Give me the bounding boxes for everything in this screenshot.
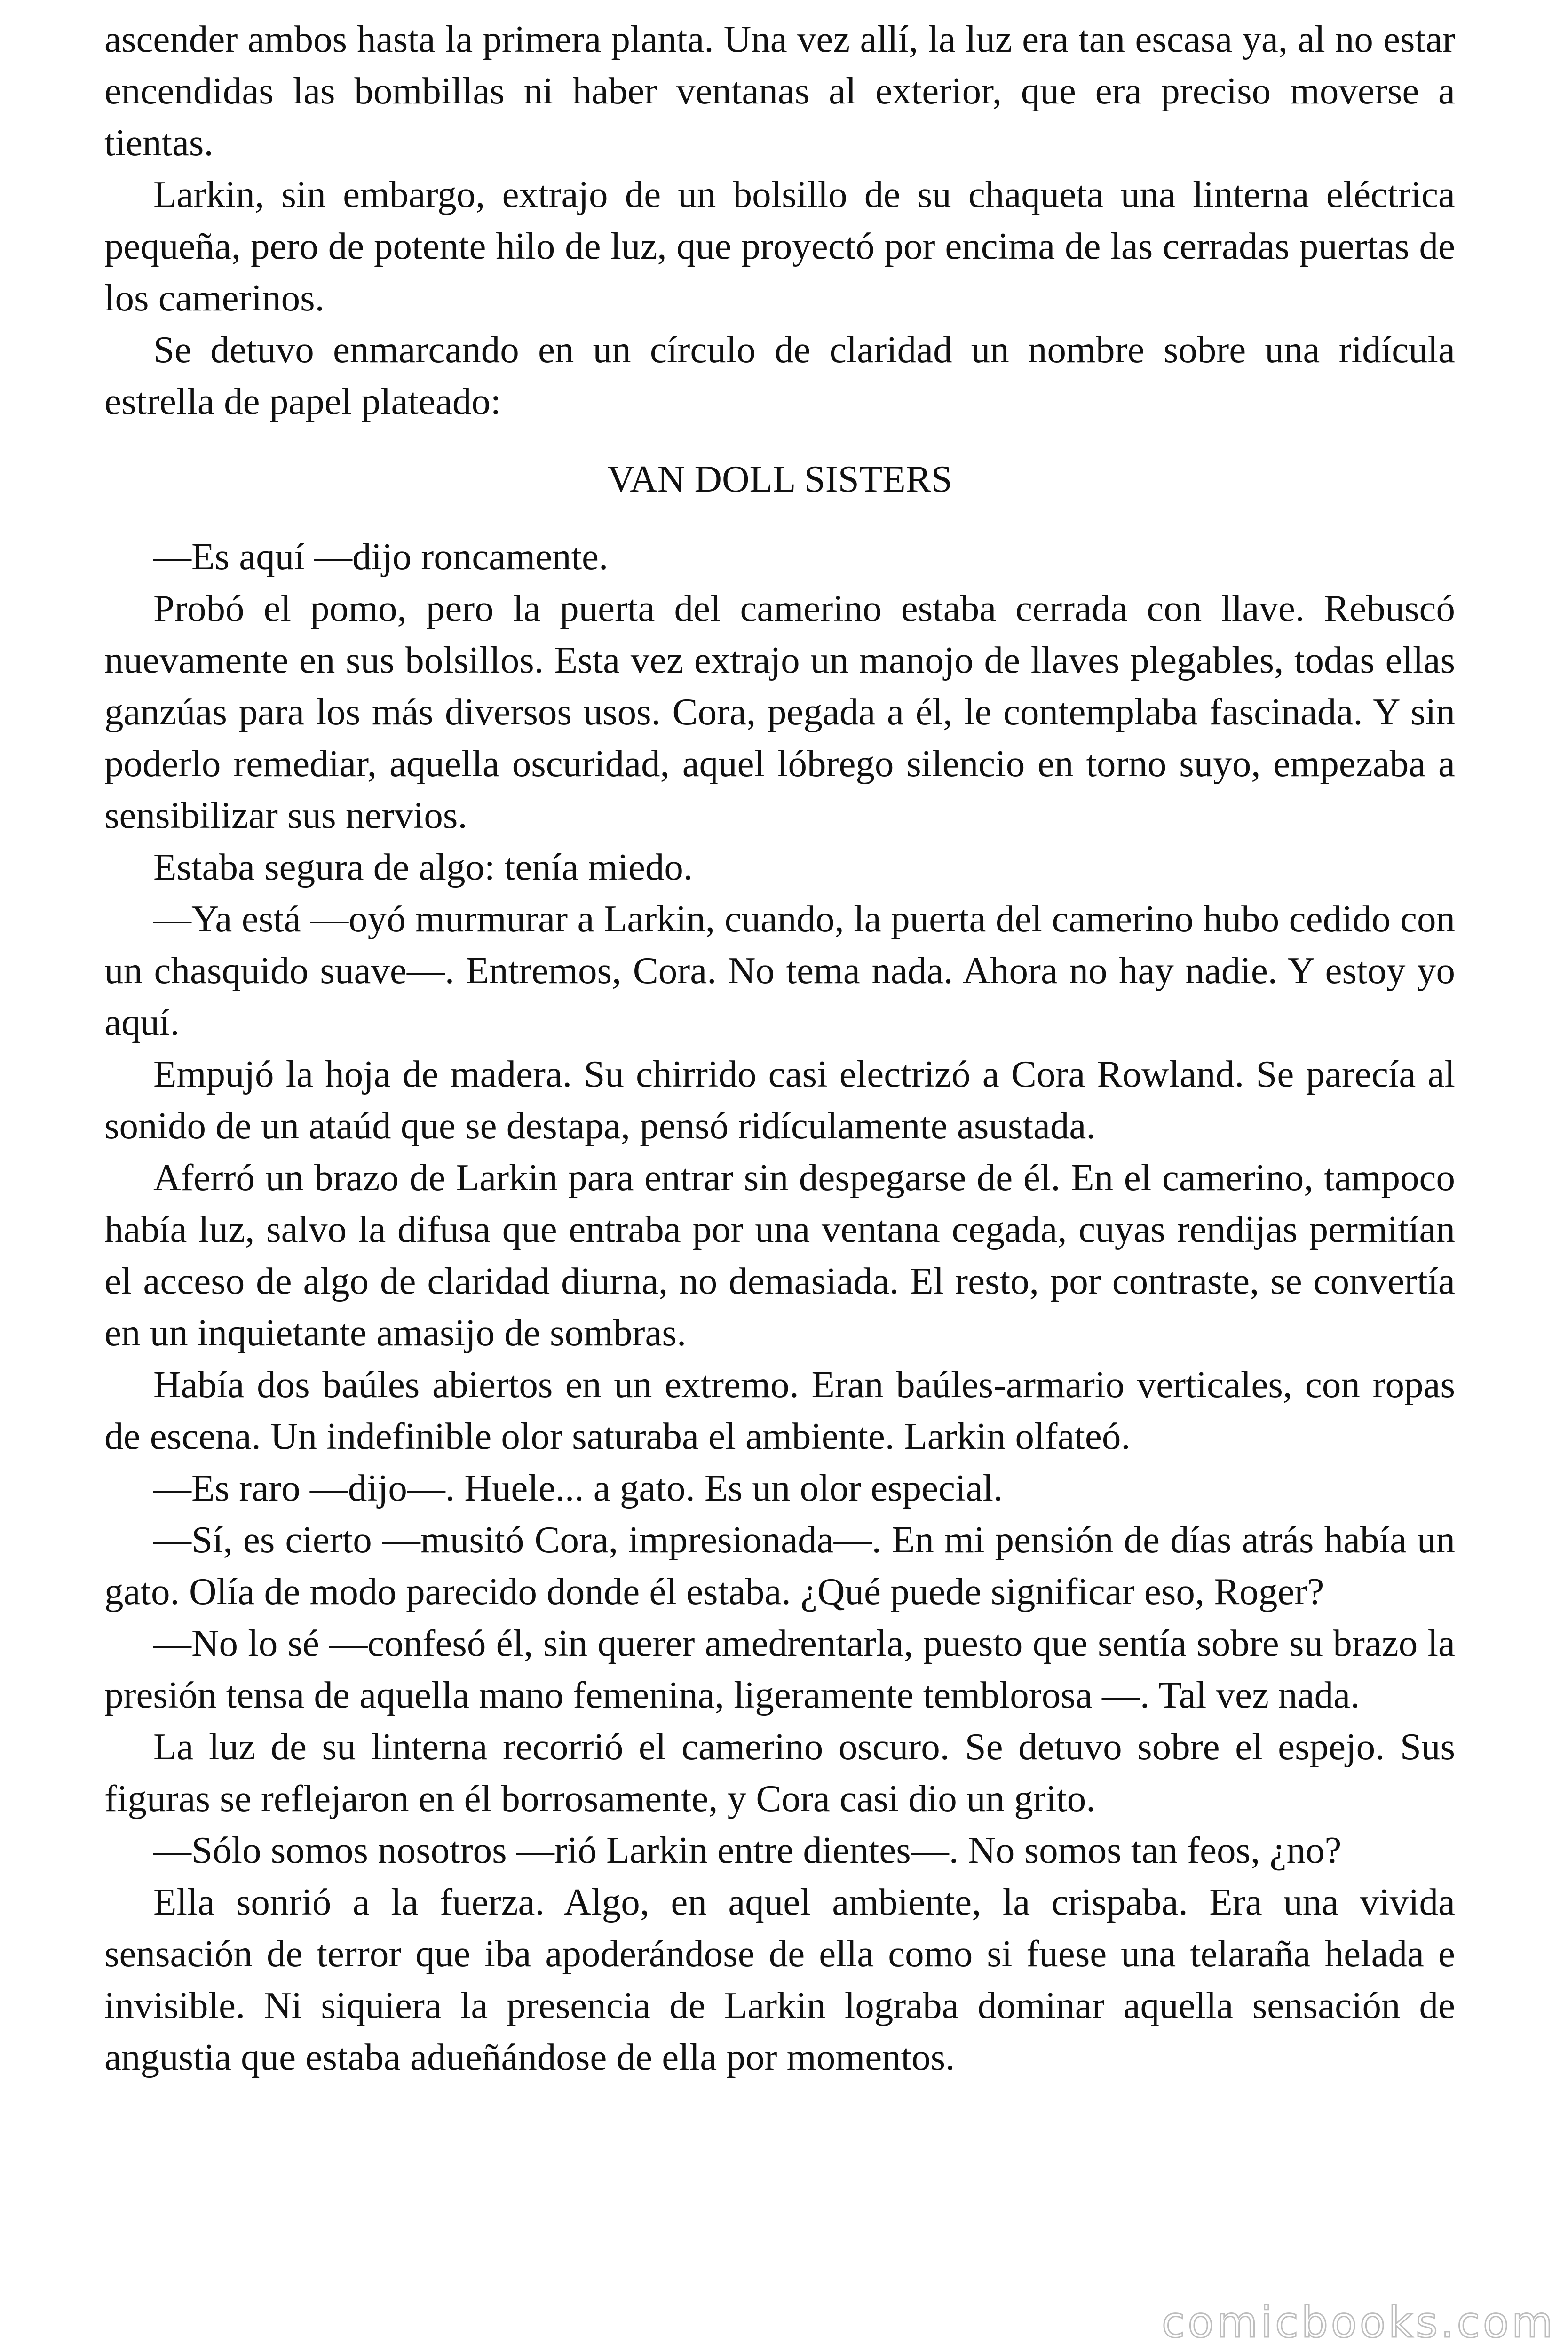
paragraph: Ella sonrió a la fuerza. Algo, en aquel ambiente, la crispaba. Era una vivida sensación de terror que iba apoderándose de ella como si fuese una telaraña helada e invisible. Ni siquiera la presencia de Larkin lograba dominar aquella sensación de angustia que estaba adueñándose de ella por momentos.	[104, 1881, 1455, 2078]
paragraph: Probó el pomo, pero la puerta del camerino estaba cerrada con llave. Rebuscó nuevamente en sus bolsillos. Esta vez extrajo un manojo de llaves plegables, todas ellas ganzúas para los más diversos usos. Cora, pegada a él, le contemplaba fascinada. Y sin poderlo remediar, aquella oscuridad, aquel lóbrego silencio en torno suyo, empezaba a sensibilizar sus nervios.	[104, 587, 1455, 836]
centered-sign-text: VAN DOLL SISTERS	[607, 458, 952, 500]
paragraph: —Es raro —dijo—. Huele... a gato. Es un olor especial.	[153, 1467, 1003, 1509]
paragraph: —Ya está —oyó murmurar a Larkin, cuando, la puerta del camerino hubo cedido con un chasquido suave—. Entremos, Cora. No tema nada. Ahora no hay nadie. Y estoy yo aquí.	[104, 898, 1455, 1043]
paragraph: —Es aquí —dijo roncamente.	[153, 535, 609, 578]
paragraph: Empujó la hoja de madera. Su chirrido casi electrizó a Cora Rowland. Se parecía al sonido de un ataúd que se destapa, pensó ridículamente asustada.	[104, 1053, 1455, 1147]
paragraph: Aferró un brazo de Larkin para entrar sin despegarse de él. En el camerino, tampoco había luz, salvo la difusa que entraba por una ventana cegada, cuyas rendijas permitían el acceso de algo de claridad diurna, no demasiada. El resto, por contraste, se convertía en un inquietante amasijo de sombras.	[104, 1156, 1455, 1354]
paragraph: —Sí, es cierto —musitó Cora, impresionada—. En mi pensión de días atrás había un gato. Olía de modo parecido donde él estaba. ¿Qué puede significar eso, Roger?	[104, 1518, 1455, 1613]
watermark: comicbooks.com	[1162, 2298, 1556, 2347]
paragraph: La luz de su linterna recorrió el camerino oscuro. Se detuvo sobre el espejo. Sus figuras se reflejaron en él borrosamente, y Cora casi dio un grito.	[104, 1725, 1455, 1820]
paragraph: Estaba segura de algo: tenía miedo.	[153, 846, 693, 888]
paragraph: Había dos baúles abiertos en un extremo. Eran baúles-armario verticales, con ropas de escena. Un indefinible olor saturaba el ambiente. Larkin olfateó.	[104, 1363, 1455, 1457]
paragraph: Larkin, sin embargo, extrajo de un bolsillo de su chaqueta una linterna eléctrica pequeña, pero de potente hilo de luz, que proyectó por encima de las cerradas puertas de los camerinos.	[104, 173, 1455, 319]
paragraph: —No lo sé —confesó él, sin querer amedrentarla, puesto que sentía sobre su brazo la presión tensa de aquella mano femenina, ligeramente temblorosa —. Tal vez nada.	[104, 1622, 1455, 1716]
text-column	[104, 13, 1455, 2083]
paragraph: —Sólo somos nosotros —rió Larkin entre dientes—. No somos tan feos, ¿no?	[153, 1829, 1342, 1871]
paragraph-continuation: ascender ambos hasta la primera planta. Una vez allí, la luz era tan escasa ya, al no estar encendidas las bombillas ni haber ventanas al exterior, que era preciso moverse a tientas.	[104, 18, 1455, 164]
paragraph: Se detuvo enmarcando en un círculo de claridad un nombre sobre una ridícula estrella de papel plateado:	[104, 328, 1455, 422]
